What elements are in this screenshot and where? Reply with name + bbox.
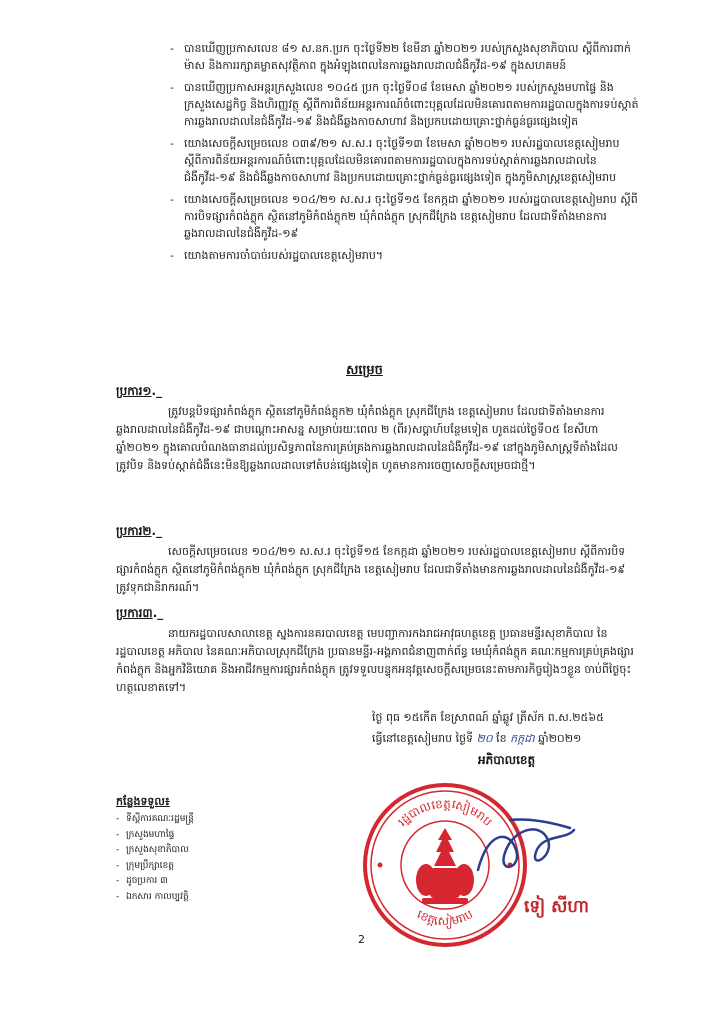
page-number: 2 <box>358 933 365 946</box>
lunar-date: ថ្ងៃ ពុធ ១៥កើត ខែស្រាពណ៍ ឆ្នាំឆ្លូវ ត្រីស័ក ព.ស.២៥៦៥ <box>372 711 604 724</box>
recipient-item: - ដូចប្រការ ៣ <box>116 874 194 890</box>
solar-date <box>372 732 581 748</box>
solar-date-prefix: ធ្វើនៅខេត្តសៀមរាប ថ្ងៃទី <box>372 732 474 745</box>
preamble-item: - យោងសេចក្តីសម្រេចលេខ ០៣៩/២១ ស.ស.រ ចុះថ្ងៃទី១៣ ខែមេសា ឆ្នាំ២០២១ របស់រដ្ឋបាលខេត្តសៀមរាប ស្តីពីការពិន័យអន្តរការណ៍ចំពោះបុគ្គលដែលមិនគោរពតាមការរដ្ឋបាលក្នុងការទប់ស្កាត់ការឆ្លងរាលដាលនៃជំងឺកូវីដ-១៩ និងជំងឺឆ្លងកាចសាហាវ និងប្រកបដោយគ្រោះថ្នាក់ធ្ងន់ធ្ងរផ្សេងទៀត ក្នុងភូមិសាស្ត្រខេត្តសៀមរាប <box>170 135 640 186</box>
seal-text-bottom: ខេត្តសៀមរាប <box>414 906 476 929</box>
preamble-item: - បានឃើញប្រកាសលេខ ៨១ ស.នក.ប្រក ចុះថ្ងៃទី២២ ខែមីនា ឆ្នាំ២០២១ របស់ក្រសួងសុខាភិបាល ស្តីពីការពាក់ម៉ាស និងការរក្សាគម្លាតសុវត្ថិភាព ក្នុងអំឡុងពេលនៃការឆ្លងរាលដាលជំងឺកូវីដ-១៩ ក្នុងសហគមន៍ <box>170 40 640 74</box>
recipient-item: - ក្រសួងមហាផ្ទៃ <box>116 828 194 844</box>
recipient-item: - ក្រសួងសុខាភិបាល <box>116 843 194 859</box>
article-1-label: ប្រការ១ <box>116 384 152 398</box>
seal-emblem-icon <box>416 828 474 904</box>
handwritten-day: ២០ <box>476 732 493 745</box>
seal-text-top: រដ្ឋបាលខេត្តសៀមរាប <box>394 796 495 829</box>
article-2-body: សេចក្តីសម្រេចលេខ ១០៤/២១ ស.ស.រ ចុះថ្ងៃទី១៥ ខែកក្កដា ឆ្នាំ២០២១ របស់រដ្ឋបាលខេត្តសៀមរាប ស្តីពីការបិទផ្សារកំពង់ភ្លុក ស្ថិតនៅភូមិកំពង់ភ្លុក២ ឃុំកំពង់ភ្លុក ស្រុកជីក្រែង ខេត្តសៀមរាប ដែលជាទីតាំងមានការឆ្លងរាលដាលនៃជំងឺកូវីដ-១៩ ត្រូវទុកជានិរាករណ៍។ <box>116 545 626 594</box>
preamble-item: - បានឃើញប្រកាសអន្តរក្រសួងលេខ ១០៤៥ ប្រក ចុះថ្ងៃទី០៨ ខែមេសា ឆ្នាំ២០២១ របស់ក្រសួងមហាផ្ទៃ និងក្រសួងសេដ្ឋកិច្ច និងហិរញ្ញវត្ថុ ស្តីពីការពិន័យអន្តរការណ៍ចំពោះបុគ្គលដែលមិនគោរពតាមការរដ្ឋបាលក្នុងការទប់ស្កាត់ការឆ្លងរាលដាលនៃជំងឺកូវីដ-១៩ និងជំងឺឆ្លងកាចសាហាវ និងប្រកបដោយគ្រោះថ្នាក់ធ្ងន់ធ្ងរផ្សេងទៀត <box>170 79 640 130</box>
article-3-body: នាយករដ្ឋបាលសាលាខេត្ត ស្នងការនគរបាលខេត្ត មេបញ្ជាការកងរាជអាវុធហត្ថខេត្ត ប្រធានមន្ទីរសុខាភិបាល នៃរដ្ឋបាលខេត្ត អភិបាល នៃគណៈអភិបាលស្រុកជីក្រែង ប្រធានមន្ទីរ-អង្គភាពជំនាញពាក់ព័ន្ធ មេឃុំកំពង់ភ្លុក គណៈកម្មការគ្រប់គ្រងផ្សារកំពង់ភ្លុក និងអ្នកវិនិយោគ និងអាជីវកម្មការផ្សារកំពង់ភ្លុក ត្រូវទទួលបន្ទុកអនុវត្តសេចក្តីសម្រេចនេះតាមភារកិច្ចរៀងៗខ្លួន ចាប់ពីថ្ងៃចុះហត្ថលេខាតទៅ។ <box>116 627 634 694</box>
handwritten-month: កក្កដា <box>510 732 535 745</box>
decision-title: សម្រេច <box>346 363 383 378</box>
governor-title: អភិបាលខេត្ត <box>478 753 536 767</box>
article-3-heading: ប្រការ៣._ <box>116 606 164 620</box>
recipients-title: កន្លែងទទួល៖ <box>116 795 170 808</box>
article-1-body: ត្រូវបន្តបិទផ្សារកំពង់ភ្លុក ស្ថិតនៅភូមិកំពង់ភ្លុក២ ឃុំកំពង់ភ្លុក ស្រុកជីក្រែង ខេត្តសៀមរាប ដែលជាទីតាំងមានការឆ្លងរាលដាលនៃជំងឺកូវីដ-១៩ ជាបណ្ដោះអាសន្ន សម្រាប់រយៈពេល ២ (ពីរ)សប្តាហ៍បន្ថែមទៀត ហូតដល់ថ្ងៃទី០៥ ខែសីហា ឆ្នាំ២០២១ ក្នុងគោលបំណងធានាដល់ប្រសិទ្ធភាពនៃការគ្រប់គ្រងការឆ្លងរាលដាលនៃជំងឺកូវីដ-១៩ នៅក្នុងភូមិសាស្ត្រទីតាំងដែលត្រូវបិទ និងទប់ស្កាត់ជំងឺនេះមិនឱ្យឆ្លងរាលដាលទៅតំបន់ផ្សេងទៀត ហូតមានការចេញសេចក្តីសម្រេចជាថ្មី។ <box>116 405 618 472</box>
article-2-heading: ប្រការ២._ <box>116 524 163 538</box>
solar-month-label: ខែ <box>496 732 507 745</box>
article-2-label: ប្រការ២ <box>116 524 152 538</box>
article-3-label: ប្រការ៣ <box>116 606 153 620</box>
signature-icon <box>470 800 590 890</box>
recipient-item: - ឯកសារ កាលប្បវត្តិ <box>116 890 194 906</box>
recipient-item: - ទីស្តីការគណៈរដ្ឋមន្ត្រី <box>116 812 194 828</box>
preamble-item: - យោងសេចក្តីសម្រេចលេខ ១០៤/២១ ស.ស.រ ចុះថ្ងៃទី១៥ ខែកក្កដា ឆ្នាំ២០២១ របស់រដ្ឋបាលខេត្តសៀមរាប ស្តីពីការបិទផ្សារកំពង់ភ្លុក ស្ថិតនៅភូមិកំពង់ភ្លុក២ ឃុំកំពង់ភ្លុក ស្រុកជីក្រែង ខេត្តសៀមរាប ដែលជាទីតាំងមានការឆ្លងរាលដាលនៃជំងឺកូវីដ-១៩ <box>170 191 640 242</box>
preamble-list <box>170 40 640 269</box>
solar-year: ឆ្នាំ២០២១ <box>538 732 582 745</box>
signatory-name: ទៀ សីហា <box>524 897 589 917</box>
article-1-heading: ប្រការ១._ <box>116 384 163 398</box>
recipients-list <box>116 812 194 905</box>
recipient-item: - ក្រុមប្រឹក្សាខេត្ត <box>116 859 194 875</box>
preamble-item: - យោងតាមការចាំបាច់របស់រដ្ឋបាលខេត្តសៀមរាប។ <box>170 247 640 264</box>
